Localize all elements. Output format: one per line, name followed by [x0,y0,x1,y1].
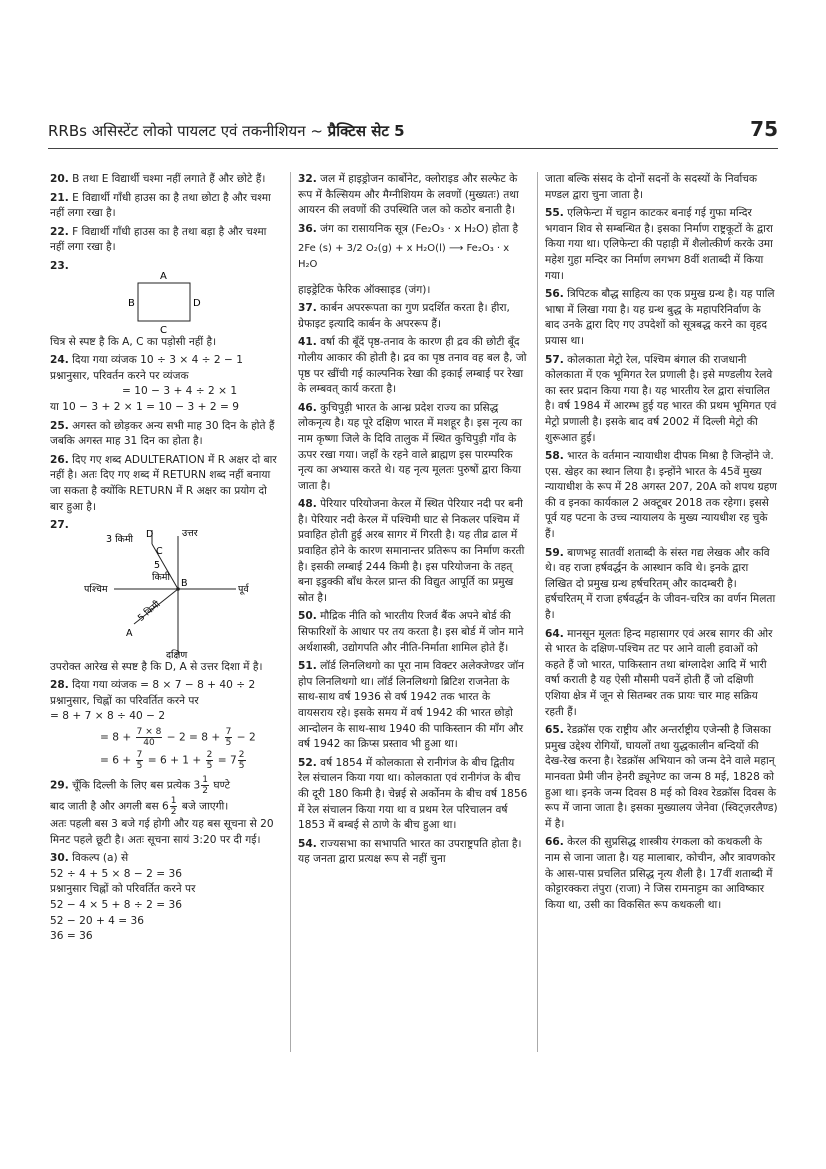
answer-30-eq1: 52 ÷ 4 + 5 × 8 − 2 = 36 [50,867,182,880]
column-middle [298,172,528,871]
answer-22: 22. F विद्यार्थी गाँधी हाउस का है तथा बड़ा है और चश्मा नहीं लगा रखा है। [50,225,267,254]
answer-25: 25. अगस्त को छोड़कर अन्य सभी माह 30 दिन के होते हैं जबकि अगस्त माह 31 दिन का होता है। [50,419,275,448]
diagram-square [138,283,190,321]
label-a: A [126,627,133,639]
answer-26: 26. दिए गए शब्द ADULTERATION में R अक्षर दो बार नहीं है। अतः दिए गए शब्द में RETURN शब्द नहीं बनाया जा सकता है क्योंकि RETURN में R अक्षर का प्रयोग दो बार हुआ है। [50,453,277,513]
label-3km: 3 किमी [106,533,133,545]
fraction: $\frac{7 \times 8}{40}$ [136,727,162,749]
label-south: दक्षिण [166,649,188,660]
answer-36: 36. जंग का रासायनिक सूत्र (Fe₂O₃ · x H₂O) होता है [298,222,519,235]
answer-65: 65. रेडक्रॉस एक राष्ट्रीय और अन्तर्राष्ट्रीय एजेन्सी है जिसका प्रमुख उद्देश्य रोगियों, घायलों तथा युद्धकालीन बन्दियों की देख-रेख करना है। रेडक्रॉस अभियान को जन्म देने वाले महान् मानवता प्रेमी जीन हेनरी ड्यूनेण्ट का जन्म 8 मई, 1828 को हुआ था। इनके जन्म दिवस 8 मई को विश्व रेडक्रॉस दिवस के रूप में जाना जाता है। इसका मुख्यालय जेनेवा (स्विट्ज़रलैण्ड) में है। [545,724,778,830]
label-west: पश्चिम [84,583,108,595]
answer-24-eq: = 10 − 3 + 4 ÷ 2 × 1 [122,385,238,398]
fraction: $\frac{7}{5}$ [136,750,143,772]
book-title: RRBs असिस्टेंट लोको पायलट एवं तकनीशियन ~ प्रैक्टिस सेट 5 [48,122,405,140]
label-5: 5 [154,559,161,571]
answer-50: 50. मौद्रिक नीति को भारतीय रिजर्व बैंक अपने बोर्ड की सिफारिशों के आधार पर तय करता है। इस बोर्ड में जोन माने अर्थशास्त्री, उद्योगपति और नीति-निर्माता शामिल होते हैं। [298,610,524,654]
practice-set-label: प्रैक्टिस सेट 5 [327,122,405,140]
answer-30-line: प्रश्नानुसार चिह्नों को परिवर्तित करने पर [50,883,196,896]
answer-66: 66. केरल की सुप्रसिद्ध शास्त्रीय रंगकला को कथकली के नाम से जाना जाता है। यह मालाबार, कोचीन, और त्रावणकोर के आस-पास प्रचलित प्रसिद्ध नृत्य शैली है। 17वीं शताब्दी में कोट्टारक्करा तंपुरा (राजा) ने जिस रामनाट्टम का आविष्कार किया था, उसी का विकसित रूप कथकली था। [545,836,776,911]
answer-21: 21. E विद्यार्थी गाँधी हाउस का है तथा छोटा है और चश्मा नहीं लगा रखा है। [50,191,271,220]
answer-54: 54. राज्यसभा का सभापति भारत का उपराष्ट्रपति होता है। यह जनता द्वारा प्रत्यक्ष रूप से नहीं चुना [298,837,522,866]
fraction: $\frac{2}{5}$ [206,750,213,772]
answer-30: 30. विकल्प (a) से [50,852,129,865]
column-left [50,172,282,945]
label-km: किमी [152,571,170,583]
label-a: A [160,270,167,282]
answer-27-text: उपरोक्त आरेख से स्पष्ट है कि D, A से उत्तर दिशा में है। [50,660,263,673]
label-d: D [146,528,154,540]
column-divider [290,172,291,1052]
answer-58: 58. भारत के वर्तमान न्यायाधीश दीपक मिश्रा है जिन्होंने जे. एस. खेहर का स्थान लिया है। इन्होंने भारत के 45वें मुख्य न्यायाधीश के रूप में 28 अगस्त 207, 20A को शपथ ग्रहण की व इनका कार्यकाल 2 अक्टूबर 2018 तक रहेगा। इससे पूर्व यह पटना के उच्च न्यायालय के मुख्य न्यायधीश रह चुके हैं। [545,450,777,541]
answer-28-line: प्रश्नानुसार, चिह्नों का परिवर्तित करने पर [50,694,199,707]
fraction: $\frac{1}{2}$ [170,796,177,818]
answer-46: 46. कुचिपुड़ी भारत के आन्ध्र प्रदेश राज्य का प्रसिद्ध लोकनृत्य है। यह पूरे दक्षिण भारत में मशहूर है। इस नृत्य का नाम कृष्णा जिले के दिवि तालुक में स्थित कुचिपुड़ी गाँव के ऊपर रखा गया। जहाँ के रहने वाले ब्राह्मण इस पारम्परिक नृत्य का अभ्यास करते थे। यह नृत्य मूलतः पुरुषों द्वारा किया जाता है। [298,401,522,492]
header-rule [48,148,778,149]
page-number: 75 [750,117,778,141]
answer-30-eq4: 36 = 36 [50,930,93,943]
fraction: $\frac{1}{2}$ [202,775,209,797]
label-b: B [181,577,188,589]
answer-32: 32. जल में हाइड्रोजन कार्बोनेट, क्लोराइड और सल्फेट के रूप में कैल्सियम और मैग्नीशियम के लवणों (मुख्यतः) तथा आयरन की लवणों की उपस्थिति जल को कठोर बनाती है। [298,173,519,217]
answer-29-line2: बाद जाती है और अगली बस 6 $\frac{1}{2}$ बजे जाएगी। [50,796,229,818]
page-header [48,117,778,141]
answer-27: 27. [50,519,69,532]
point-b [176,587,180,591]
fraction: $\frac{7}{5}$ [225,727,232,749]
label-east: पूर्व [238,583,249,595]
answer-52: 52. वर्ष 1854 में कोलकाता से रानीगंज के बीच द्वितीय रेल संचालन किया गया था। कोलकाता एवं रानीगंज के बीच की दूरी 180 किमी है। चेन्नई से अर्कोनम के बीच वर्ष 1856 में रेल संचालन किया गया था व प्रथम रेल परिचालन वर्ष 1853 में बम्बई से ठाणे के बीच हुआ था। [298,756,528,832]
label-c: C [156,545,163,557]
answer-24: 24. दिया गया व्यंजक 10 ÷ 3 × 4 ÷ 2 − 1 [50,354,244,367]
column-right [545,172,778,916]
label-c: C [160,324,167,335]
label-d: D [193,297,201,309]
fraction: $\frac{2}{5}$ [238,750,245,772]
answer-20: 20. B तथा E विद्यार्थी चश्मा नहीं लगाते हैं और छोटे हैं। [50,173,266,185]
answer-36-text: हाइड्रेटिक फेरिक ऑक्साइड (जंग)। [298,283,431,296]
answer-28: 28. दिया गया व्यंजक = 8 × 7 − 8 + 40 ÷ 2 [50,679,256,692]
answer-41: 41. वर्षा की बूँदें पृष्ठ-तनाव के कारण ही द्रव की छोटी बूँद गोलीय आकार की होती है। द्रव का पृष्ठ तनाव वह बल है, जो पृष्ठ पर खींची गई काल्पनिक रेखा की इकाई लम्बाई पर रेखा के लम्बवत् कार्य करता है। [298,336,527,396]
answer-55: 55. एलिफेन्टा में चट्टान काटकर बनाई गई गुफा मन्दिर भगवान शिव से सम्बन्धित है। इसका निर्माण राष्ट्रकूटों के द्वारा किया गया था। एलिफेन्टा की पहाड़ी में शैलोत्कीर्ण करके उमा महेश गुहा मन्दिर का निर्माण लगभग 8वीं शताब्दी में किया गया। [545,207,773,282]
square-diagram [50,265,282,335]
column-divider [537,172,538,1052]
answer-59: 59. बाणभट्ट सातवीं शताब्दी के संस्त गद्य लेखक और कवि थे। वह राजा हर्षवर्द्धन के आस्थान कवि थे। इनके द्वारा लिखित दो प्रमुख ग्रन्थ हर्षचरितम् और कादम्बरी है। हर्षचरितम् में राजा हर्षवर्द्धन के जीवन-चरित्र का वर्णन मिलता है। [545,546,776,622]
label-5km: 5 किमी [136,599,163,624]
answer-23: 23. [50,259,69,272]
answer-30-eq3: 52 − 20 + 4 = 36 [50,914,145,927]
answer-24-result: या 10 − 3 + 2 × 1 = 10 − 3 + 2 = 9 [50,400,239,413]
answer-37: 37. कार्बन अपररूपता का गुण प्रदर्शित करता है। हीरा, ग्रेफाइट इत्यादि कार्बन के अपररूप हैं। [298,302,510,330]
answer-28-step2: = 8 + $\frac{7 \times 8}{40}$ − 2 = 8 + $\frac{7}{5}$ − 2 [100,727,256,749]
answer-57: 57. कोलकाता मेट्रो रेल, पश्चिम बंगाल की राजधानी कोलकाता में एक भूमिगत रेल प्रणाली है। इसे मण्डलीय रेलवे का स्तर प्रदान किया गया है। यह भारतीय रेल द्वारा संचालित है। वर्ष 1984 में आरम्भ हुई यह भारत की प्रथम भूमिगत एवं मेट्रो प्रणाली है। इसके बाद वर्ष 2002 में दिल्ली मेट्रो की शुरूआत हुई। [545,353,777,444]
label-b: B [128,297,135,309]
answer-56: 56. त्रिपिटक बौद्ध साहित्य का एक प्रमुख ग्रन्थ है। यह पालि भाषा में लिखा गया है। यह ग्रन्थ बुद्ध के महापरिनिर्वाण के बाद उनके द्वारा दिए गए उपदेशों को सूत्रबद्ध करने का वृहद प्रयास था। [545,288,775,347]
label-north: उत्तर [182,527,198,539]
answer-24-line: प्रश्नानुसार, परिवर्तन करने पर व्यंजक [50,369,189,382]
answer-48: 48. पेरियार परियोजना केरल में स्थित पेरियार नदी पर बनी है। पेरियार नदी केरल में पश्चिमी घाट से निकलर पश्चिम में प्रवाहित होती हुई अरब सागर में गिरती है। यह तीव्र ढाल में प्रवाहित होने के कारण समानान्तर प्रतिरूप का निर्माण करती है। इसकी लम्बाई 244 किमी है। इस परियोजना के तहत् बना इडुक्की बाँध केरल प्रान्त की विद्युत आपूर्ति का प्रमुख स्रोत है। [298,498,525,604]
answer-30-eq2: 52 − 4 × 5 + 8 ÷ 2 = 36 [50,899,182,912]
answer-28-step1: = 8 + 7 × 8 ÷ 40 − 2 [50,710,166,723]
rust-equation: 2Fe (s) + 3/2 O₂(g) + x H₂O(l) ⟶ Fe₂O₃ · x H₂O [298,243,510,270]
answer-64: 64. मानसून मूलतः हिन्द महासागर एवं अरब सागर की ओर से भारत के दक्षिण-पश्चिम तट पर आने वाली हवाओं को कहते हैं जो भारत, पाकिस्तान तथा बांग्लादेश आदि में भारी वर्षा कराती है यह ऐसी मौसमी पवनें होती हैं जो दक्षिणी एशिया क्षेत्र में जून से सितम्बर तक प्रायः चार माह सक्रिय रहती हैं। [545,627,773,718]
direction-diagram [50,528,282,660]
answer-29-text: अतः पहली बस 3 बजे गई होगी और यह बस सूचना से 20 मिनट पहले छूटी है। अतः सूचना सायं 3:20 पर दी गई। [50,818,274,846]
answer-23-text: चित्र से स्पष्ट है कि A, C का पड़ोसी नहीं है। [50,335,217,348]
answer-29: 29. चूँकि दिल्ली के लिए बस प्रत्येक 3 $\frac{1}{2}$ घण्टे [50,775,230,797]
answer-51: 51. लॉर्ड लिनलिथगो का पूरा नाम विक्टर अलेक्जेण्डर जॉन होप लिनलिथगो था। लॉर्ड लिनलिथगो ब्रिटिश राजनेता के साथ-साथ वर्ष 1936 से वर्ष 1942 तक भारत के वायसराय रहे। इसके समय में वर्ष 1942 की भारत छोड़ो आन्दोलन के साथ-साथ 1940 की पाकिस्तान की माँग और वर्ष 1942 का क्रिप्स प्रस्ताव भी हुआ था। [298,660,524,751]
answer-28-step3: = 6 + $\frac{7}{5}$ = 6 + 1 + $\frac{2}{5}$ = 7 $\frac{2}{5}$ [100,750,245,772]
answer-54-cont: जाता बल्कि संसद के दोनों सदनों के सदस्यों के निर्वाचक मण्डल द्वारा चुना जाता है। [545,173,758,201]
